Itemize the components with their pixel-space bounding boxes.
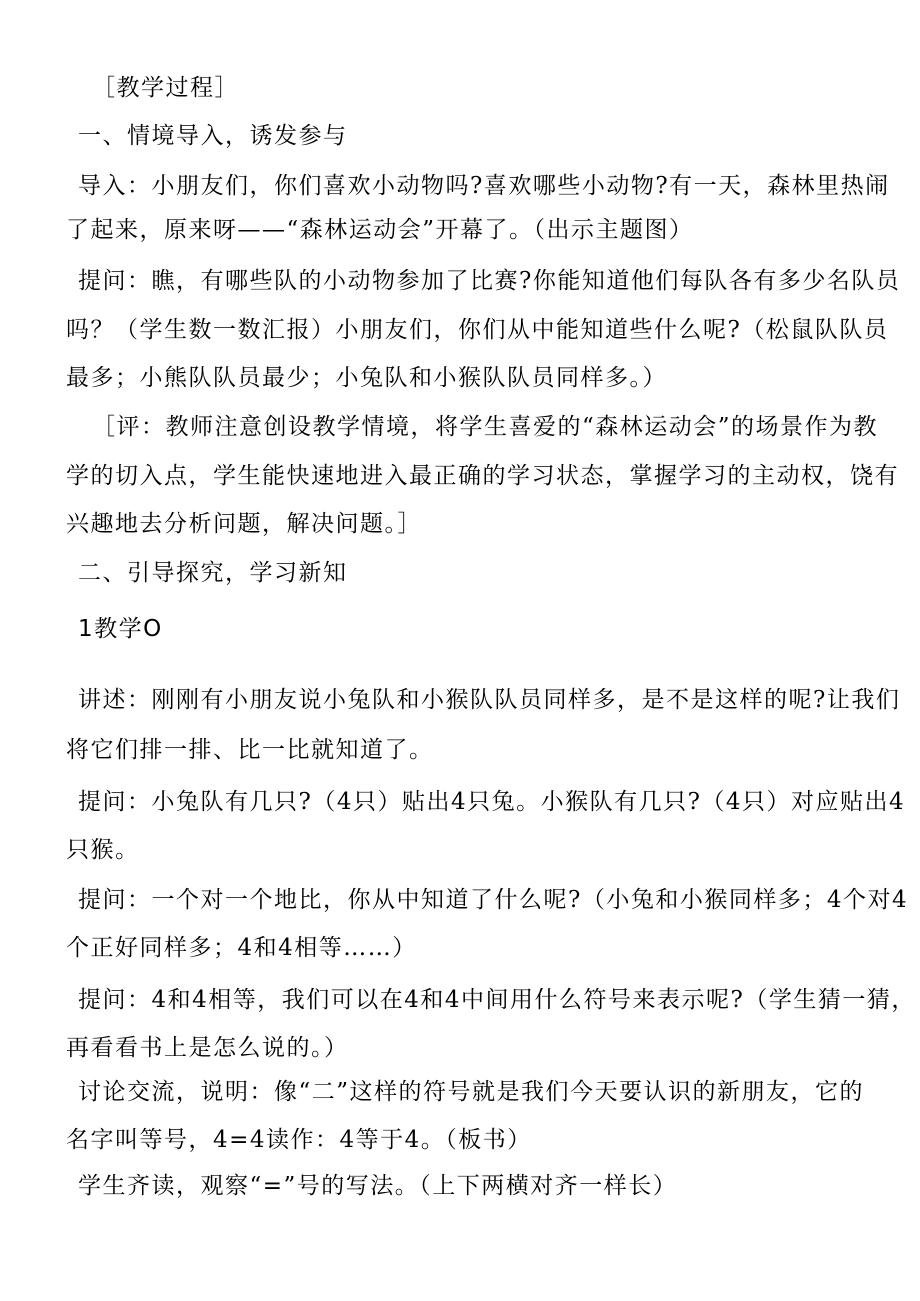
paragraph-question-1-line-2: 吗？（学生数一数汇报）小朋友们，你们从中能知道些什么呢?（松鼠队队员: [66, 317, 889, 343]
paragraph-question-4-line-1: 提问：4和4相等，我们可以在4和4中间用什么符号来表示呢?（学生猜一猜，: [78, 987, 916, 1013]
paragraph-question-1-line-1: 提问：瞧，有哪些队的小动物参加了比赛?你能知道他们每队各有多少名队员: [78, 268, 901, 294]
paragraph-question-4-line-2: 再看看书上是怎么说的。）: [66, 1035, 349, 1061]
paragraph-narration-line-1: 讲述：刚刚有小朋友说小兔队和小猴队队员同样多，是不是这样的呢?让我们: [78, 687, 901, 713]
section-heading-2: 二、引导探究，学习新知: [78, 560, 348, 586]
paragraph-comment-line-1: ［评：教师注意创设教学情境，将学生喜爱的“森林运动会”的场景作为教: [92, 414, 879, 440]
subheading-teaching-1: 1教学O: [78, 616, 163, 642]
paragraph-comment-line-3: 兴趣地去分析问题，解决问题。］: [66, 511, 422, 537]
paragraph-question-1-line-3: 最多；小熊队队员最少；小兔队和小猴队队员同样多。）: [66, 365, 667, 391]
paragraph-question-2-line-2: 只猴。: [66, 837, 140, 863]
paragraph-discussion-line-1: 讨论交流，说明：像“二”这样的符号就是我们今天要认识的新朋友，它的: [78, 1079, 865, 1105]
paragraph-intro-line-1: 导入：小朋友们，你们喜欢小动物吗?喜欢哪些小动物?有一天，森林里热闹: [78, 173, 890, 199]
paragraph-narration-line-2: 将它们排一排、比一比就知道了。: [66, 737, 434, 763]
paragraph-intro-line-2: 了起来，原来呀——“森林运动会”开幕了。（出示主题图）: [66, 217, 694, 243]
section-heading-teaching-process: ［教学过程］: [92, 75, 239, 101]
paragraph-reading: 学生齐读，观察“=”号的写法。（上下两横对齐一样长）: [78, 1173, 678, 1199]
paragraph-comment-line-2: 学的切入点，学生能快速地进入最正确的学习状态，掌握学习的主动权，饶有: [66, 463, 899, 489]
paragraph-question-3-line-1: 提问：一个对一个地比，你从中知道了什么呢?（小兔和小猴同样多；4个对4: [78, 887, 909, 913]
paragraph-discussion-line-2: 名字叫等号，4=4读作：4等于4。（板书）: [66, 1127, 532, 1153]
section-heading-1: 一、情境导入，诱发参与: [78, 123, 348, 149]
paragraph-question-2-line-1: 提问：小兔队有几只?（4只）贴出4只兔。小猴队有几只?（4只）对应贴出4: [78, 789, 906, 815]
paragraph-question-3-line-2: 个正好同样多；4和4相等……）: [66, 935, 417, 961]
